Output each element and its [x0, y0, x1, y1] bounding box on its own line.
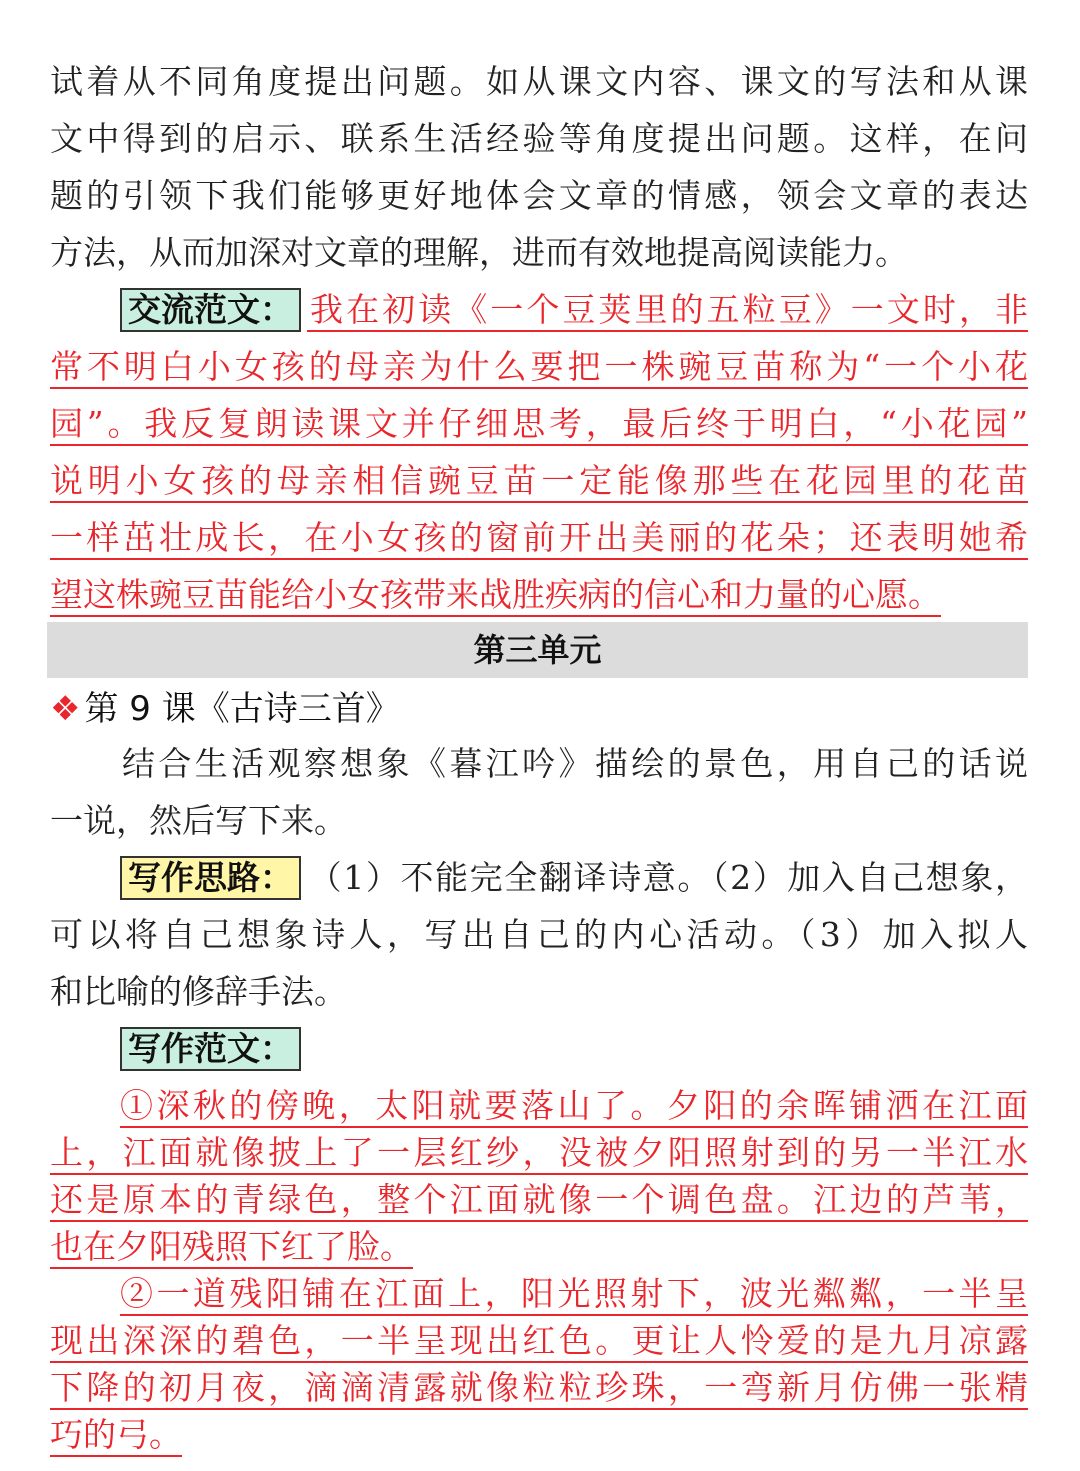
sample-text: ②一道残阳铺在江面上，阳光照射下，波光粼粼，一半呈 [120, 1274, 1028, 1316]
sample-text: 还是原本的青绿色，整个江面就像一个调色盘。江边的芦苇， [50, 1180, 1028, 1222]
sample-line [120, 1272, 1028, 1316]
intro-line: 试着从不同角度提出问题。如从课文内容、课文的写法和从课 [50, 62, 1028, 101]
sample-label-line [120, 1027, 1028, 1071]
sample-line [50, 1366, 1028, 1410]
exchange-first-line [120, 288, 1028, 332]
intro-line: 方法，从而加深对文章的理解，进而有效地提高阅读能力。 [50, 233, 908, 272]
ideas-line: 可以将自己想象诗人，写出自己的内心活动。（3）加入拟人 [50, 915, 1028, 954]
exchange-line [50, 402, 1028, 446]
ideas-label: 写作思路： [120, 856, 301, 900]
ideas-text: （1）不能完全翻译诗意。（2）加入自己想象， [307, 858, 1028, 897]
sample-line [50, 1178, 1028, 1222]
sample-text: 上，江面就像披上了一层红纱，没被夕阳照射到的另一半江水 [50, 1133, 1028, 1175]
exchange-label: 交流范文： [120, 288, 301, 332]
exchange-text: 我在初读《一个豆荚里的五粒豆》一文时，非 [307, 290, 1028, 332]
intro-line: 题的引领下我们能够更好地体会文章的情感，领会文章的表达 [50, 176, 1028, 215]
exchange-line [50, 573, 1028, 617]
intro-line: 文中得到的启示、联系生活经验等角度提出问题。这样，在问 [50, 119, 1028, 158]
sample-line [50, 1319, 1028, 1363]
exchange-text: 园”。我反复朗读课文并仔细思考，最后终于明白，“小花园” [50, 404, 1028, 446]
sample-line [50, 1225, 1028, 1269]
sample-line [120, 1084, 1028, 1128]
sample-text: 下降的初月夜，滴滴清露就像粒粒珍珠，一弯新月仿佛一张精 [50, 1368, 1028, 1410]
exchange-text: 一样茁壮成长，在小女孩的窗前开出美丽的花朵；还表明她希 [50, 518, 1028, 560]
sample-line [50, 1131, 1028, 1175]
ideas-line: 和比喻的修辞手法。 [50, 972, 347, 1011]
sample-label: 写作范文： [120, 1027, 301, 1071]
task-line: 结合生活观察想象《暮江吟》描绘的景色，用自己的话说 [122, 744, 1028, 783]
exchange-line [50, 459, 1028, 503]
task-line: 一说，然后写下来。 [50, 801, 347, 840]
sample-text: 现出深深的碧色，一半呈现出红色。更让人怜爱的是九月凉露 [50, 1321, 1028, 1363]
exchange-line [50, 516, 1028, 560]
exchange-text: 望这株豌豆苗能给小女孩带来战胜疾病的信心和力量的心愿。 [50, 575, 941, 617]
lesson-title [50, 686, 400, 732]
unit-title-bar: 第三单元 [47, 622, 1028, 678]
exchange-line [50, 345, 1028, 389]
exchange-text: 常不明白小女孩的母亲为什么要把一株豌豆苗称为“一个小花 [50, 347, 1028, 389]
sample-text: ①深秋的傍晚，太阳就要落山了。夕阳的余晖铺洒在江面 [120, 1086, 1028, 1128]
sample-text: 也在夕阳残照下红了脸。 [50, 1227, 413, 1269]
diamond-icon: ❖ [50, 689, 81, 729]
exchange-text: 说明小女孩的母亲相信豌豆苗一定能像那些在花园里的花苗 [50, 461, 1028, 503]
lesson-title-text: 第 9 课《古诗三首》 [84, 689, 400, 729]
ideas-first-line [120, 856, 1028, 900]
sample-line [50, 1413, 1028, 1457]
sample-text: 巧的弓。 [50, 1415, 182, 1457]
